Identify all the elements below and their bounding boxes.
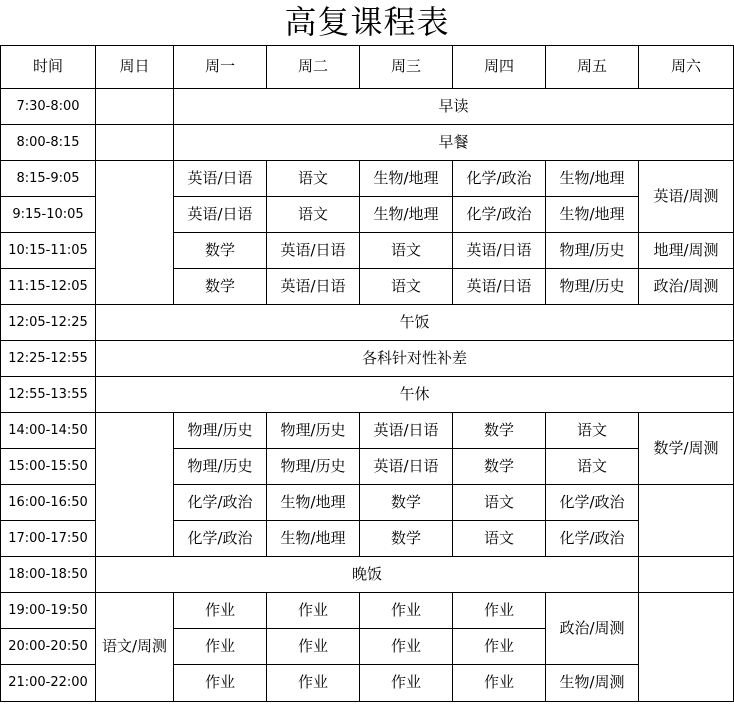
course-cell-sunday: 语文/周测 (96, 592, 174, 701)
time-cell: 11:15-12:05 (1, 268, 96, 304)
span-cell-breakfast: 早餐 (174, 124, 734, 160)
table-row (1, 88, 734, 124)
course-cell: 语文 (360, 232, 453, 268)
course-cell: 英语/日语 (174, 196, 267, 232)
table-row (1, 124, 734, 160)
course-cell: 语文 (546, 412, 639, 448)
course-cell-saturday: 英语/周测 (639, 160, 734, 232)
title-row (1, 0, 734, 45)
course-cell: 语文 (267, 160, 360, 196)
time-cell: 17:00-17:50 (1, 520, 96, 556)
table-row (1, 340, 734, 376)
course-cell: 语文 (360, 268, 453, 304)
empty-cell (639, 592, 734, 701)
empty-cell (96, 124, 174, 160)
header-tuesday: 周二 (267, 45, 360, 88)
course-cell: 生物/地理 (546, 160, 639, 196)
course-cell: 语文 (267, 196, 360, 232)
course-cell: 数学 (360, 520, 453, 556)
course-cell: 物理/历史 (546, 232, 639, 268)
empty-cell (96, 88, 174, 124)
course-cell: 英语/日语 (360, 448, 453, 484)
empty-cell (96, 412, 174, 556)
course-cell: 作业 (360, 628, 453, 664)
course-cell: 作业 (267, 664, 360, 701)
course-cell: 物理/历史 (174, 412, 267, 448)
course-cell-saturday: 数学/周测 (639, 412, 734, 484)
course-cell: 化学/政治 (453, 160, 546, 196)
course-cell: 英语/日语 (174, 160, 267, 196)
course-cell: 作业 (174, 664, 267, 701)
header-thursday: 周四 (453, 45, 546, 88)
time-cell: 18:00-18:50 (1, 556, 96, 592)
course-cell: 生物/地理 (360, 160, 453, 196)
course-cell: 化学/政治 (174, 520, 267, 556)
header-saturday: 周六 (639, 45, 734, 88)
empty-cell (639, 484, 734, 556)
course-cell: 作业 (453, 592, 546, 628)
course-cell: 化学/政治 (174, 484, 267, 520)
course-cell-saturday: 政治/周测 (639, 268, 734, 304)
course-cell-friday: 政治/周测 (546, 592, 639, 664)
course-cell: 数学 (453, 448, 546, 484)
course-cell: 化学/政治 (546, 520, 639, 556)
course-cell: 作业 (267, 628, 360, 664)
course-cell: 作业 (453, 664, 546, 701)
time-cell: 12:25-12:55 (1, 340, 96, 376)
span-cell-morning-reading: 早读 (174, 88, 734, 124)
span-cell-dinner: 晚饭 (96, 556, 639, 592)
table-row (1, 556, 734, 592)
course-cell: 数学 (174, 232, 267, 268)
course-cell: 语文 (453, 484, 546, 520)
time-cell: 19:00-19:50 (1, 592, 96, 628)
header-time: 时间 (1, 45, 96, 88)
span-cell-lunch: 午饭 (96, 304, 734, 340)
span-cell-nap: 午休 (96, 376, 734, 412)
course-cell: 数学 (453, 412, 546, 448)
header-monday: 周一 (174, 45, 267, 88)
course-cell: 英语/日语 (453, 232, 546, 268)
course-cell: 数学 (360, 484, 453, 520)
time-cell: 20:00-20:50 (1, 628, 96, 664)
course-cell: 作业 (453, 628, 546, 664)
course-cell: 英语/日语 (360, 412, 453, 448)
course-cell: 语文 (546, 448, 639, 484)
time-cell: 16:00-16:50 (1, 484, 96, 520)
table-row (1, 304, 734, 340)
time-cell: 12:55-13:55 (1, 376, 96, 412)
table-row (1, 412, 734, 448)
course-cell: 物理/历史 (267, 448, 360, 484)
course-cell: 生物/地理 (267, 520, 360, 556)
course-cell: 作业 (267, 592, 360, 628)
time-cell: 9:15-10:05 (1, 196, 96, 232)
time-cell: 15:00-15:50 (1, 448, 96, 484)
course-cell: 生物/地理 (360, 196, 453, 232)
table-row (1, 160, 734, 196)
header-friday: 周五 (546, 45, 639, 88)
course-cell: 作业 (360, 592, 453, 628)
time-cell: 21:00-22:00 (1, 664, 96, 701)
span-cell-tutoring: 各科针对性补差 (96, 340, 734, 376)
table-row (1, 592, 734, 628)
course-cell: 化学/政治 (453, 196, 546, 232)
course-cell: 语文 (453, 520, 546, 556)
table-row (1, 376, 734, 412)
course-cell: 生物/地理 (546, 196, 639, 232)
course-cell: 作业 (360, 664, 453, 701)
course-cell: 作业 (174, 592, 267, 628)
course-cell: 物理/历史 (267, 412, 360, 448)
course-cell-friday: 生物/周测 (546, 664, 639, 701)
header-wednesday: 周三 (360, 45, 453, 88)
course-cell: 物理/历史 (546, 268, 639, 304)
course-cell: 化学/政治 (546, 484, 639, 520)
time-cell: 12:05-12:25 (1, 304, 96, 340)
time-cell: 7:30-8:00 (1, 88, 96, 124)
empty-cell (96, 160, 174, 304)
time-cell: 8:00-8:15 (1, 124, 96, 160)
time-cell: 14:00-14:50 (1, 412, 96, 448)
course-cell-saturday: 地理/周测 (639, 232, 734, 268)
course-cell: 数学 (174, 268, 267, 304)
time-cell: 8:15-9:05 (1, 160, 96, 196)
header-sunday: 周日 (96, 45, 174, 88)
schedule-title: 高复课程表 (1, 0, 734, 45)
course-cell: 生物/地理 (267, 484, 360, 520)
course-cell: 物理/历史 (174, 448, 267, 484)
course-cell: 英语/日语 (453, 268, 546, 304)
time-cell: 10:15-11:05 (1, 232, 96, 268)
course-cell: 英语/日语 (267, 268, 360, 304)
header-row (1, 45, 734, 88)
course-cell: 英语/日语 (267, 232, 360, 268)
empty-cell (639, 556, 734, 592)
course-cell: 作业 (174, 628, 267, 664)
